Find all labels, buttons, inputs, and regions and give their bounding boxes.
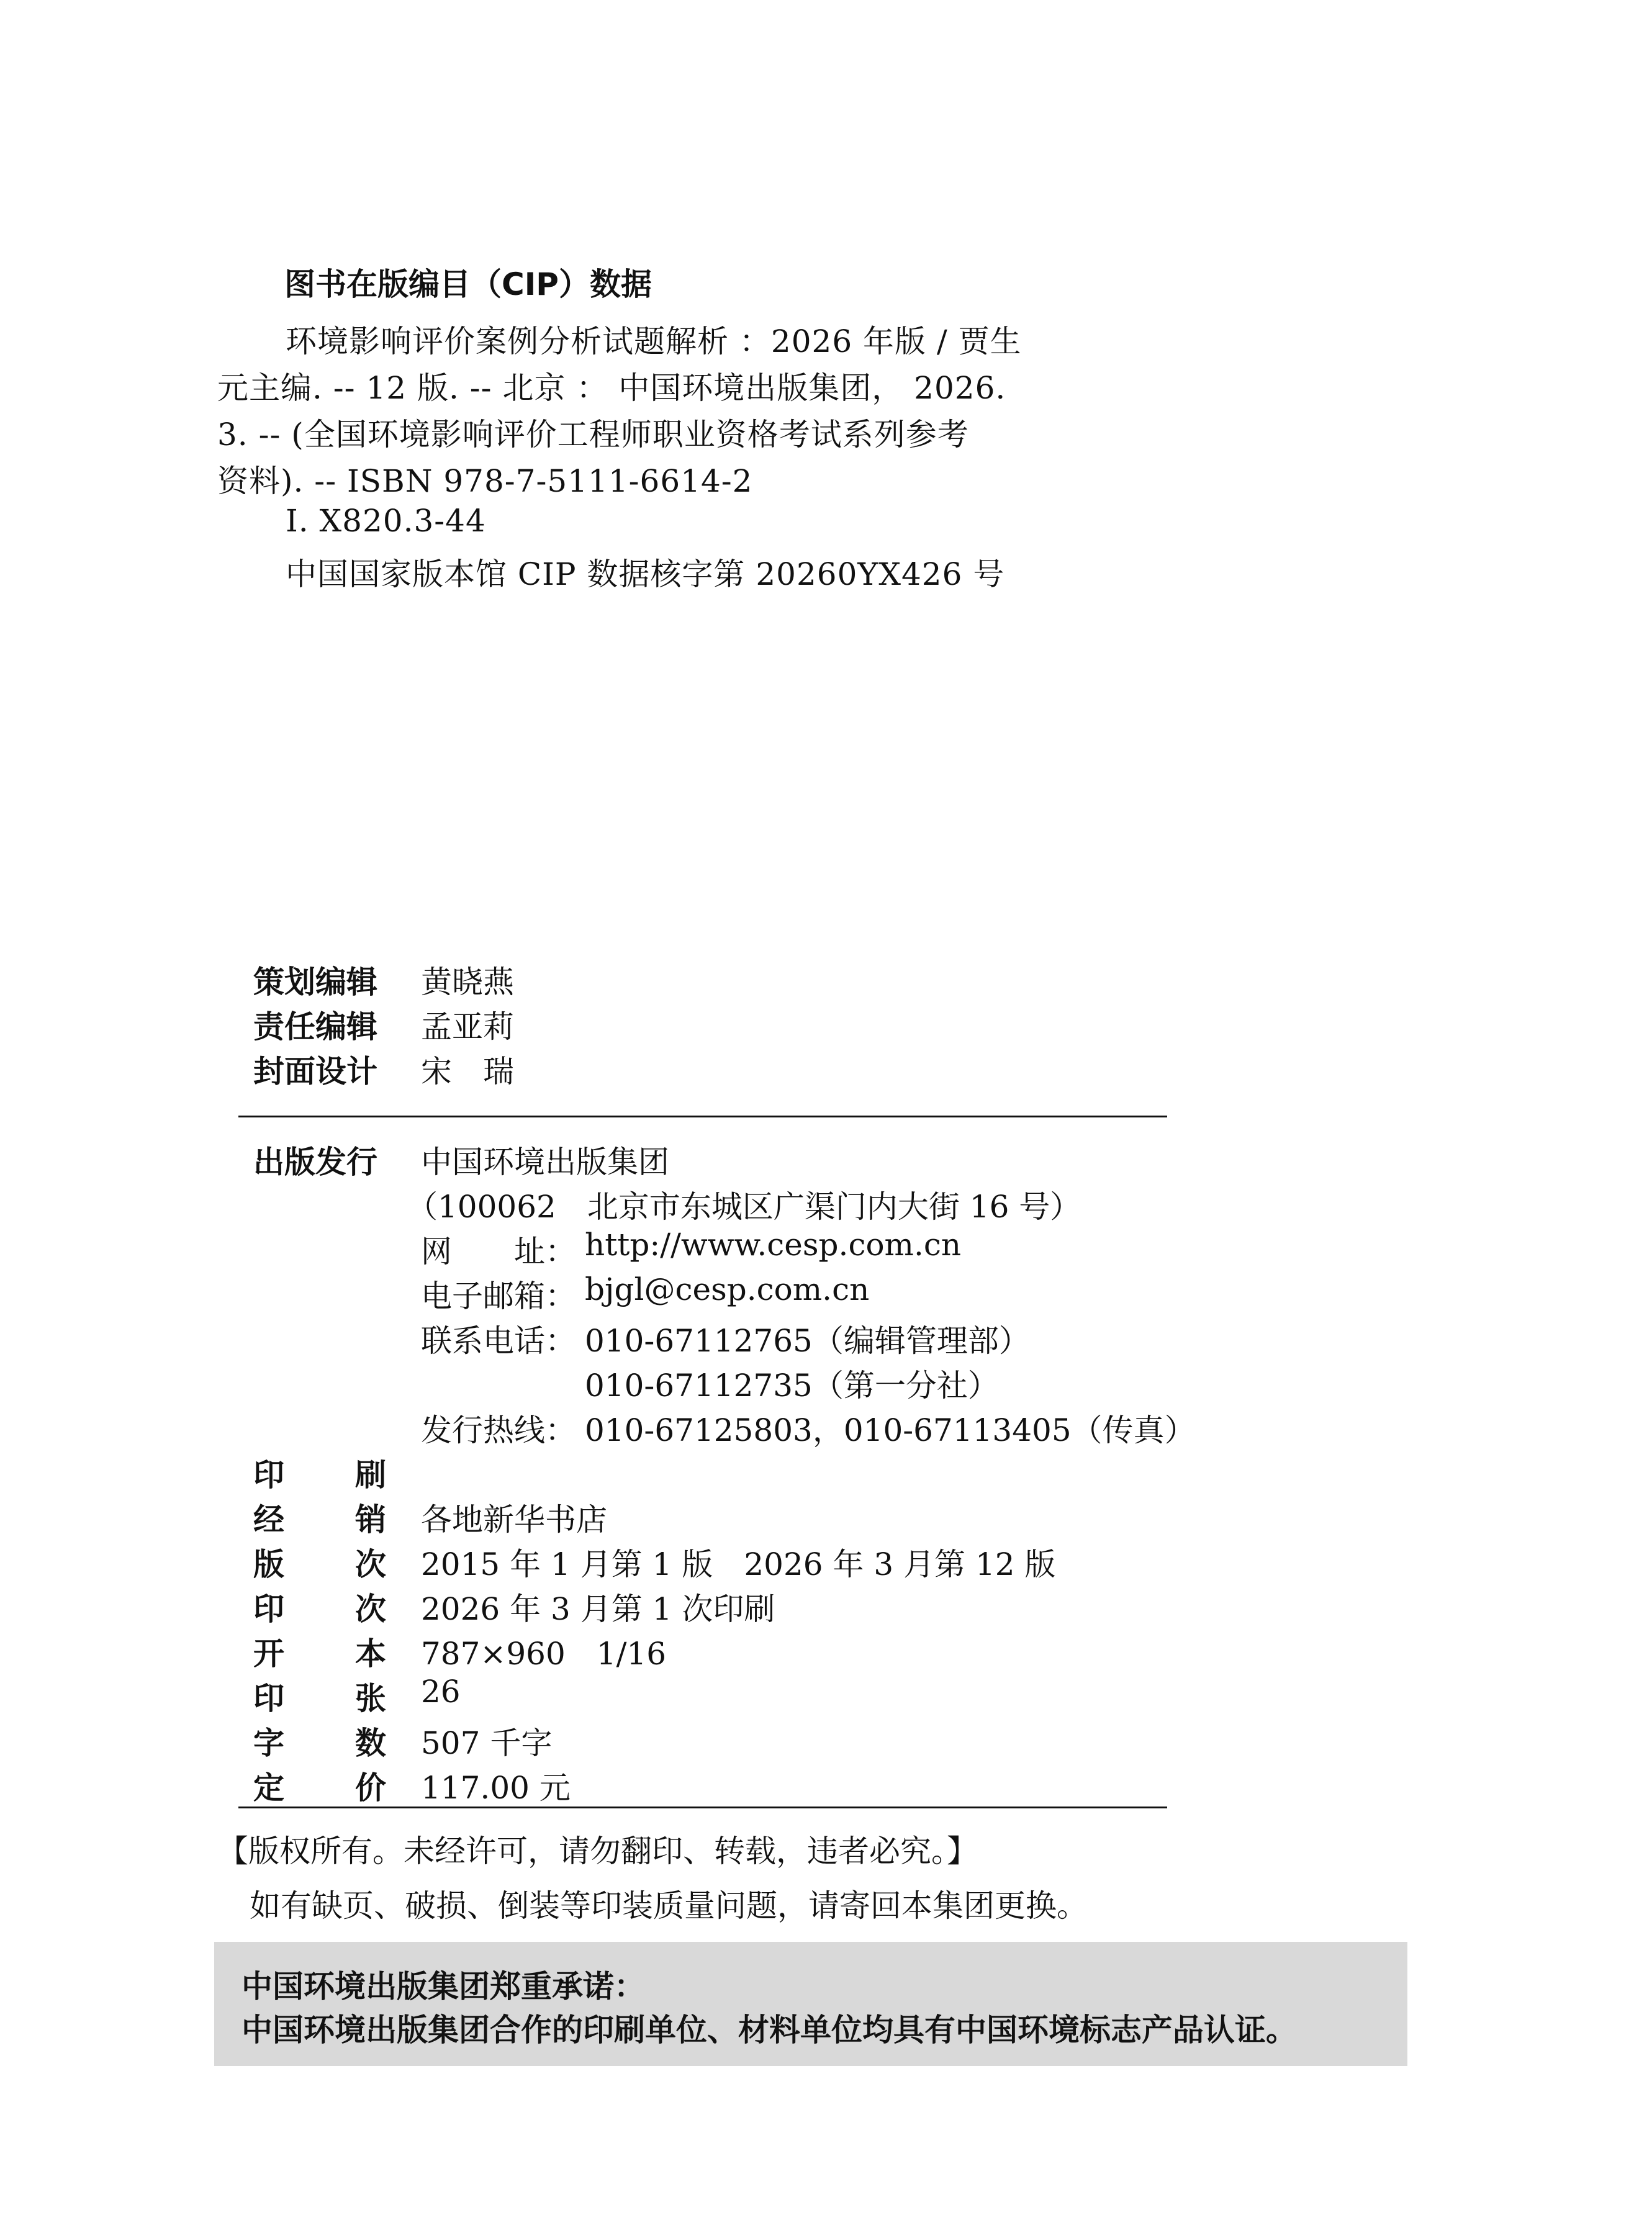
website-link[interactable]: http://www.cesp.com.cn (585, 1227, 962, 1263)
detail-label-char: 次 (355, 1546, 386, 1582)
email-link[interactable]: bjgl@cesp.com.cn (585, 1271, 870, 1307)
rights-notice-2: 如有缺页、破损、倒装等印装质量问题，请寄回本集团更换。 (250, 1888, 1088, 1924)
detail-value: 26 (421, 1674, 461, 1710)
website-label: 网 址： (421, 1234, 576, 1270)
detail-label (253, 1718, 386, 1763)
detail-label-char: 刷 (355, 1457, 386, 1493)
detail-label (253, 1495, 386, 1540)
cip-line: 环境影响评价案例分析试题解析 ：2026 年版 / 贾生 (286, 323, 1022, 359)
detail-label-char: 销 (355, 1502, 386, 1538)
detail-label-char: 价 (355, 1770, 386, 1806)
phone-2: 010-67112735（第一分社） (585, 1368, 999, 1404)
cip-line: 3. -- (全国环境影响评价工程师职业资格考试系列参考 (217, 417, 969, 453)
email-label: 电子邮箱： (421, 1278, 576, 1314)
hotline-label: 发行热线： (421, 1412, 576, 1448)
detail-label-char: 定 (253, 1770, 284, 1806)
commitment-box (214, 1942, 1407, 2066)
editor-label: 封面设计 (253, 1053, 377, 1089)
detail-label (253, 1629, 386, 1674)
detail-label-char: 印 (253, 1457, 284, 1493)
commitment-title: 中国环境出版集团郑重承诺： (241, 1969, 645, 2005)
editor-label: 策划编辑 (253, 964, 377, 1000)
divider-rule (238, 1807, 1167, 1808)
detail-label-char: 张 (355, 1680, 386, 1717)
detail-label-char: 本 (355, 1636, 386, 1672)
detail-label-char: 开 (253, 1636, 284, 1672)
cip-line: Ⅰ. X820.3-44 (286, 503, 486, 539)
detail-label-char: 经 (253, 1502, 284, 1538)
cip-heading: 图书在版编目（CIP）数据 (284, 266, 652, 302)
detail-label (253, 1674, 386, 1718)
cip-line: 元主编. -- 12 版. -- 北京 ： 中国环境出版集团， 2026. (217, 370, 1006, 406)
detail-value: 787×960 1/16 (421, 1636, 667, 1672)
phone-label: 联系电话： (421, 1323, 576, 1359)
editor-value: 黄晓燕 (421, 964, 514, 1000)
editor-label: 责任编辑 (253, 1009, 377, 1045)
detail-value: 117.00 元 (421, 1770, 571, 1806)
publisher-address: （100062 北京市东城区广渠门内大街 16 号） (407, 1189, 1081, 1225)
detail-label-char: 数 (355, 1725, 386, 1761)
detail-value: 2015 年 1 月第 1 版 2026 年 3 月第 12 版 (421, 1546, 1056, 1582)
detail-label-char: 次 (355, 1591, 386, 1627)
rights-notice: 【版权所有。未经许可，请勿翻印、转载，违者必究。】 (217, 1833, 978, 1869)
editor-value: 孟亚莉 (421, 1009, 514, 1045)
detail-value: 507 千字 (421, 1725, 553, 1761)
detail-label (253, 1584, 386, 1629)
detail-label-char: 印 (253, 1591, 284, 1627)
commitment-body: 中国环境出版集团合作的印刷单位、材料单位均具有中国环境标志产品认证。 (241, 2012, 1297, 2048)
detail-label-char: 字 (253, 1725, 284, 1761)
detail-label (253, 1540, 386, 1584)
cip-line: 资料). -- ISBN 978-7-5111-6614-2 (217, 463, 753, 499)
publisher-label: 出版发行 (253, 1144, 377, 1180)
detail-value: 2026 年 3 月第 1 次印刷 (421, 1591, 775, 1627)
detail-value: 各地新华书店 (421, 1502, 607, 1538)
detail-label (253, 1450, 386, 1495)
cip-line: 中国国家版本馆 CIP 数据核字第 20260YX426 号 (286, 556, 1005, 592)
phone-1: 010-67112765（编辑管理部） (585, 1323, 1030, 1359)
editor-value: 宋 瑞 (421, 1053, 514, 1089)
hotline-value: 010-67125803，010-67113405（传真） (585, 1412, 1196, 1448)
detail-label-char: 印 (253, 1680, 284, 1717)
publisher-name: 中国环境出版集团 (421, 1144, 669, 1180)
detail-label-char: 版 (253, 1546, 284, 1582)
detail-label (253, 1763, 386, 1808)
divider-rule (238, 1116, 1167, 1117)
